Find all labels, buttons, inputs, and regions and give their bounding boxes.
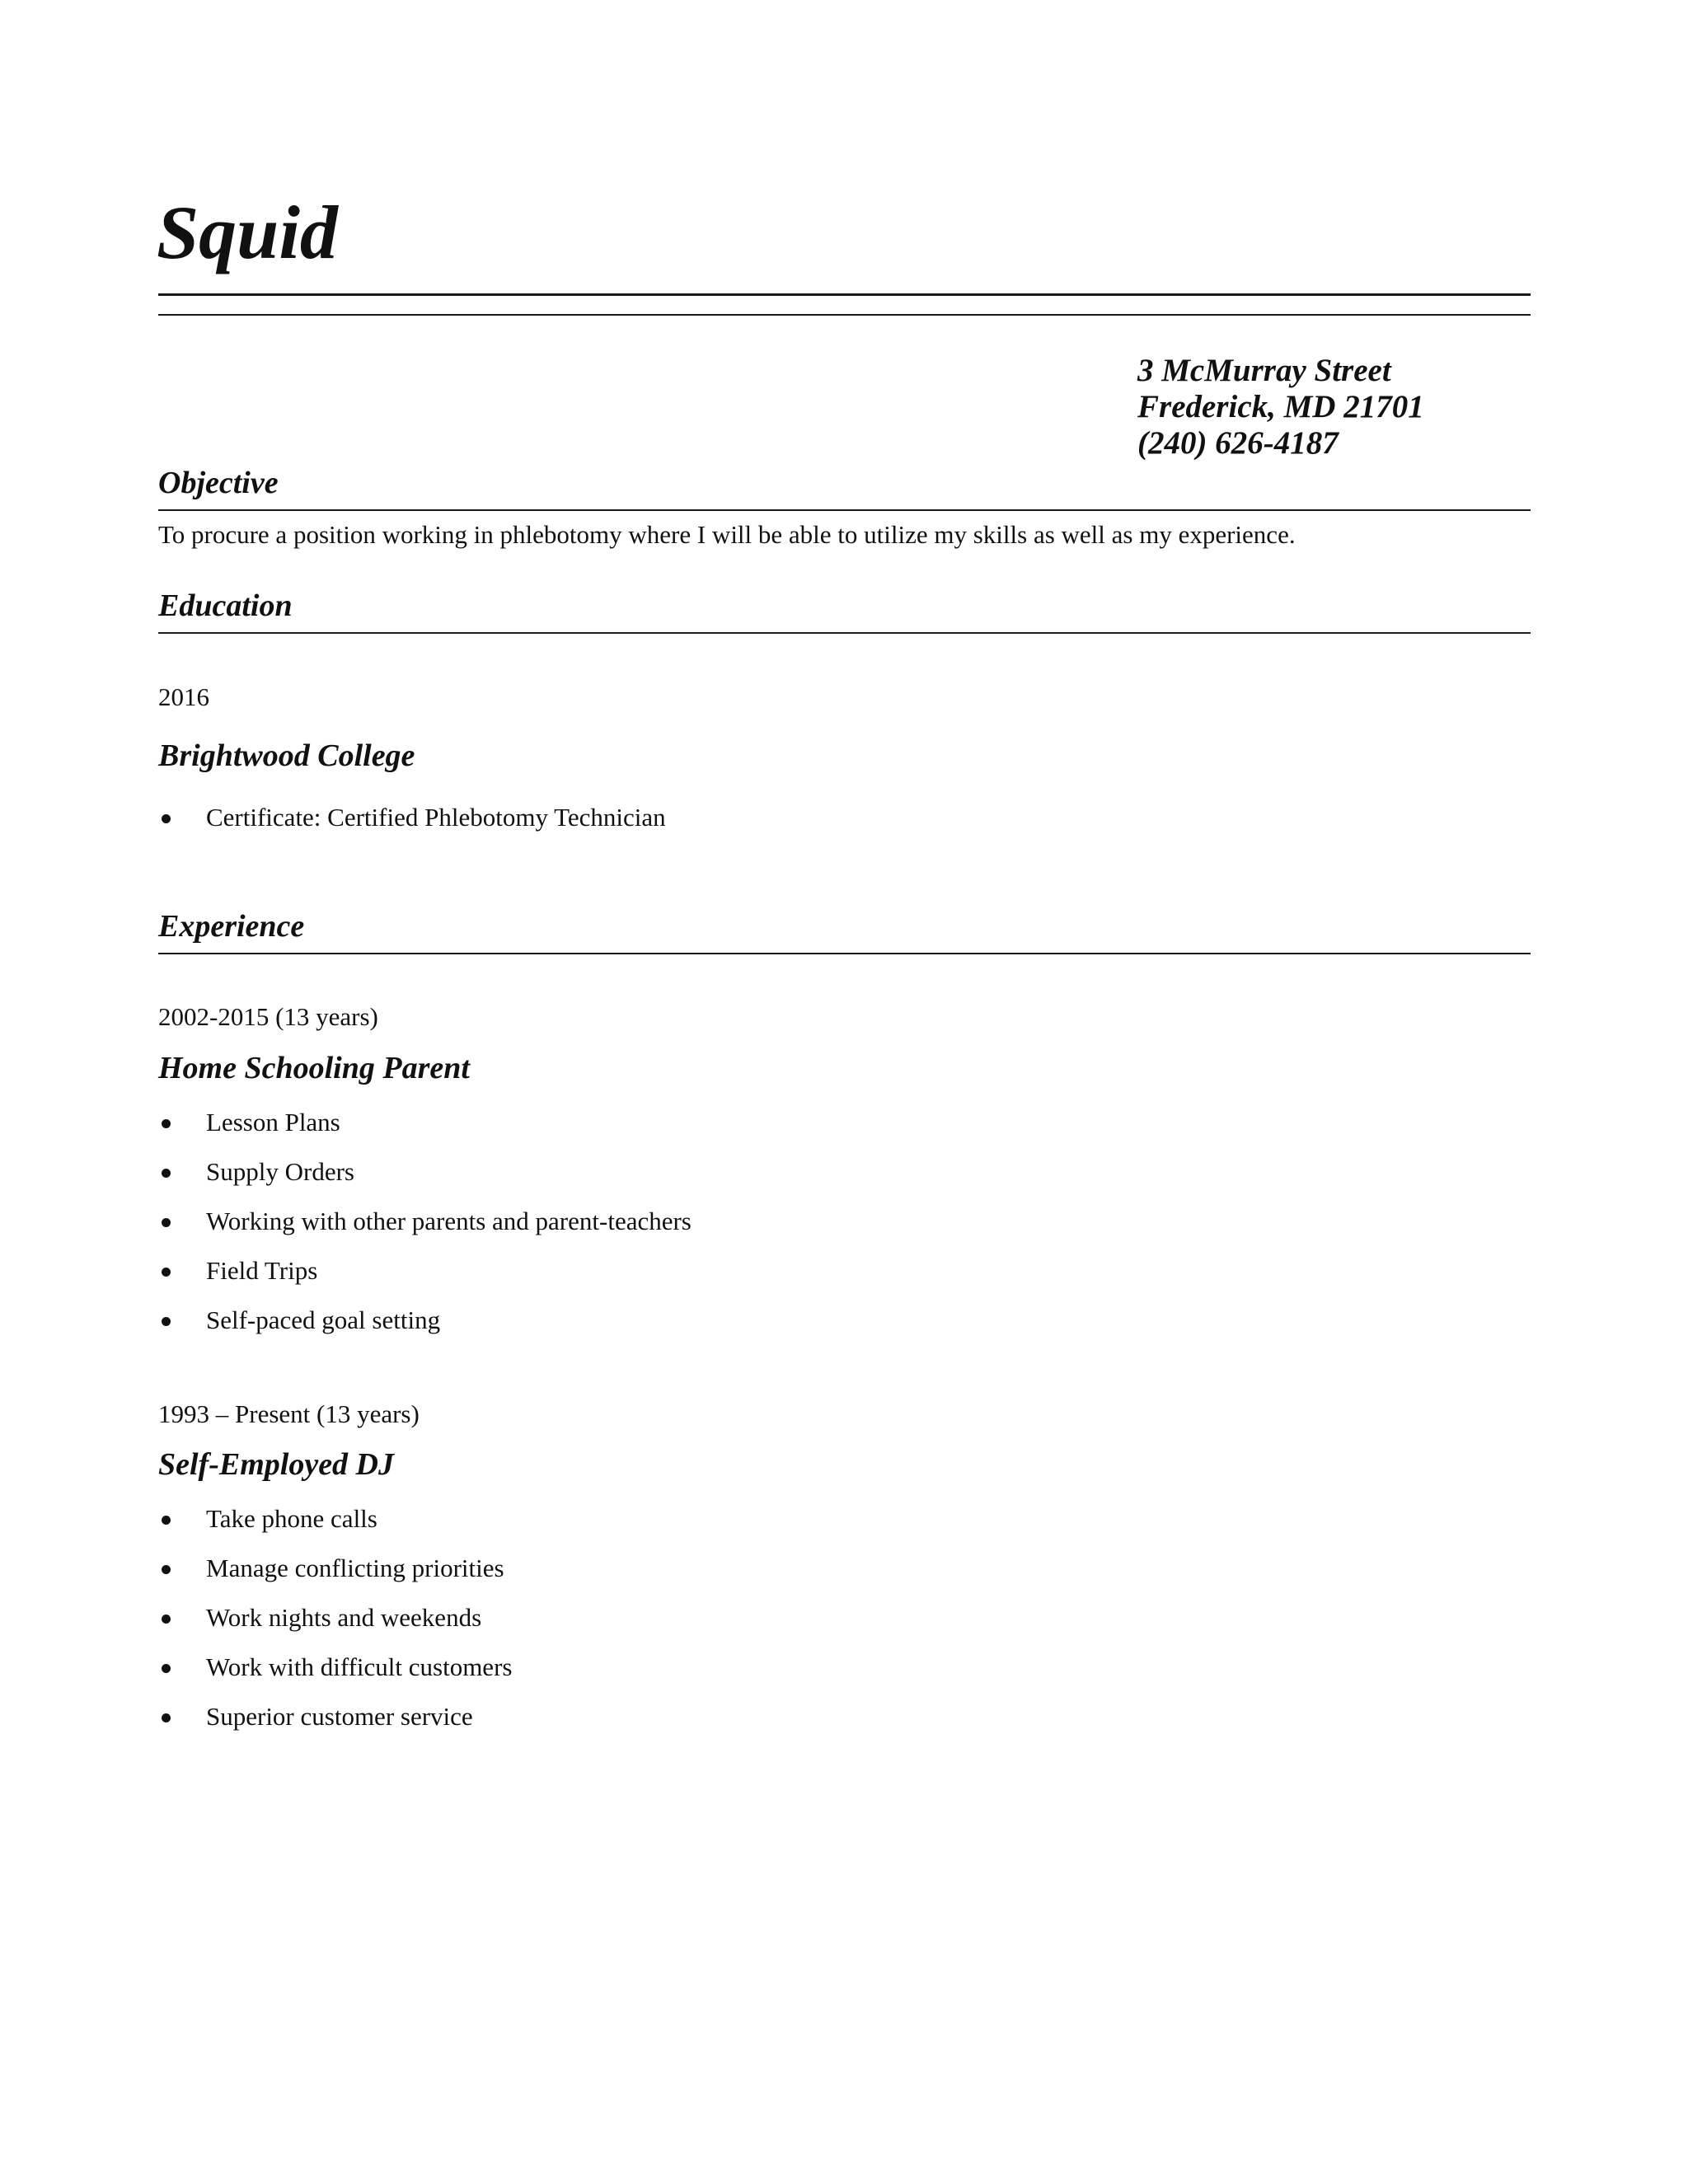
resume-name: Squid [157,190,338,274]
list-item: Field Trips [158,1258,692,1307]
experience-role-2: Self-Employed DJ [158,1447,395,1482]
experience-items-1 [158,1109,692,1357]
bullet-icon [162,1664,171,1673]
bullet-icon [162,1516,171,1525]
experience-items-2 [158,1506,512,1753]
contact-block [1137,353,1424,462]
education-title: Education [158,588,293,623]
education-rule [158,632,1531,634]
education-school: Brightwood College [158,738,415,773]
bullet-icon [162,1565,171,1574]
objective-text: To procure a position working in phlebotomy where I will be able to utilize my skills as well as my experience. [158,520,1296,549]
bullet-icon [162,1169,171,1178]
list-item: Superior customer service [158,1704,512,1753]
header-rule-bottom [158,314,1531,316]
header-rule-top [158,293,1531,296]
education-items [158,804,666,854]
experience-role-1: Home Schooling Parent [158,1051,470,1085]
list-item: Take phone calls [158,1506,512,1555]
list-item: Working with other parents and parent-teachers [158,1208,692,1258]
list-item: Work nights and weekends [158,1605,512,1654]
contact-street: 3 McMurray Street [1137,353,1391,388]
objective-title: Objective [158,466,279,500]
bullet-icon [162,814,171,823]
list-item: Certificate: Certified Phlebotomy Technician [158,804,666,854]
bullet-icon [162,1218,171,1227]
list-item: Manage conflicting priorities [158,1555,512,1605]
bullet-icon [162,1317,171,1326]
experience-date-1: 2002-2015 (13 years) [158,1002,378,1031]
list-item: Lesson Plans [158,1109,692,1159]
bullet-icon [162,1268,171,1277]
education-date: 2016 [158,682,209,711]
list-item: Work with difficult customers [158,1654,512,1704]
bullet-icon [162,1713,171,1722]
bullet-icon [162,1119,171,1128]
experience-date-2: 1993 – Present (13 years) [158,1399,420,1428]
objective-rule [158,509,1531,511]
bullet-icon [162,1615,171,1624]
list-item: Supply Orders [158,1159,692,1208]
contact-city: Frederick, MD 21701 [1137,389,1424,424]
list-item: Self-paced goal setting [158,1307,692,1357]
experience-title: Experience [158,909,305,944]
contact-phone: (240) 626-4187 [1137,425,1339,461]
experience-rule [158,953,1531,954]
